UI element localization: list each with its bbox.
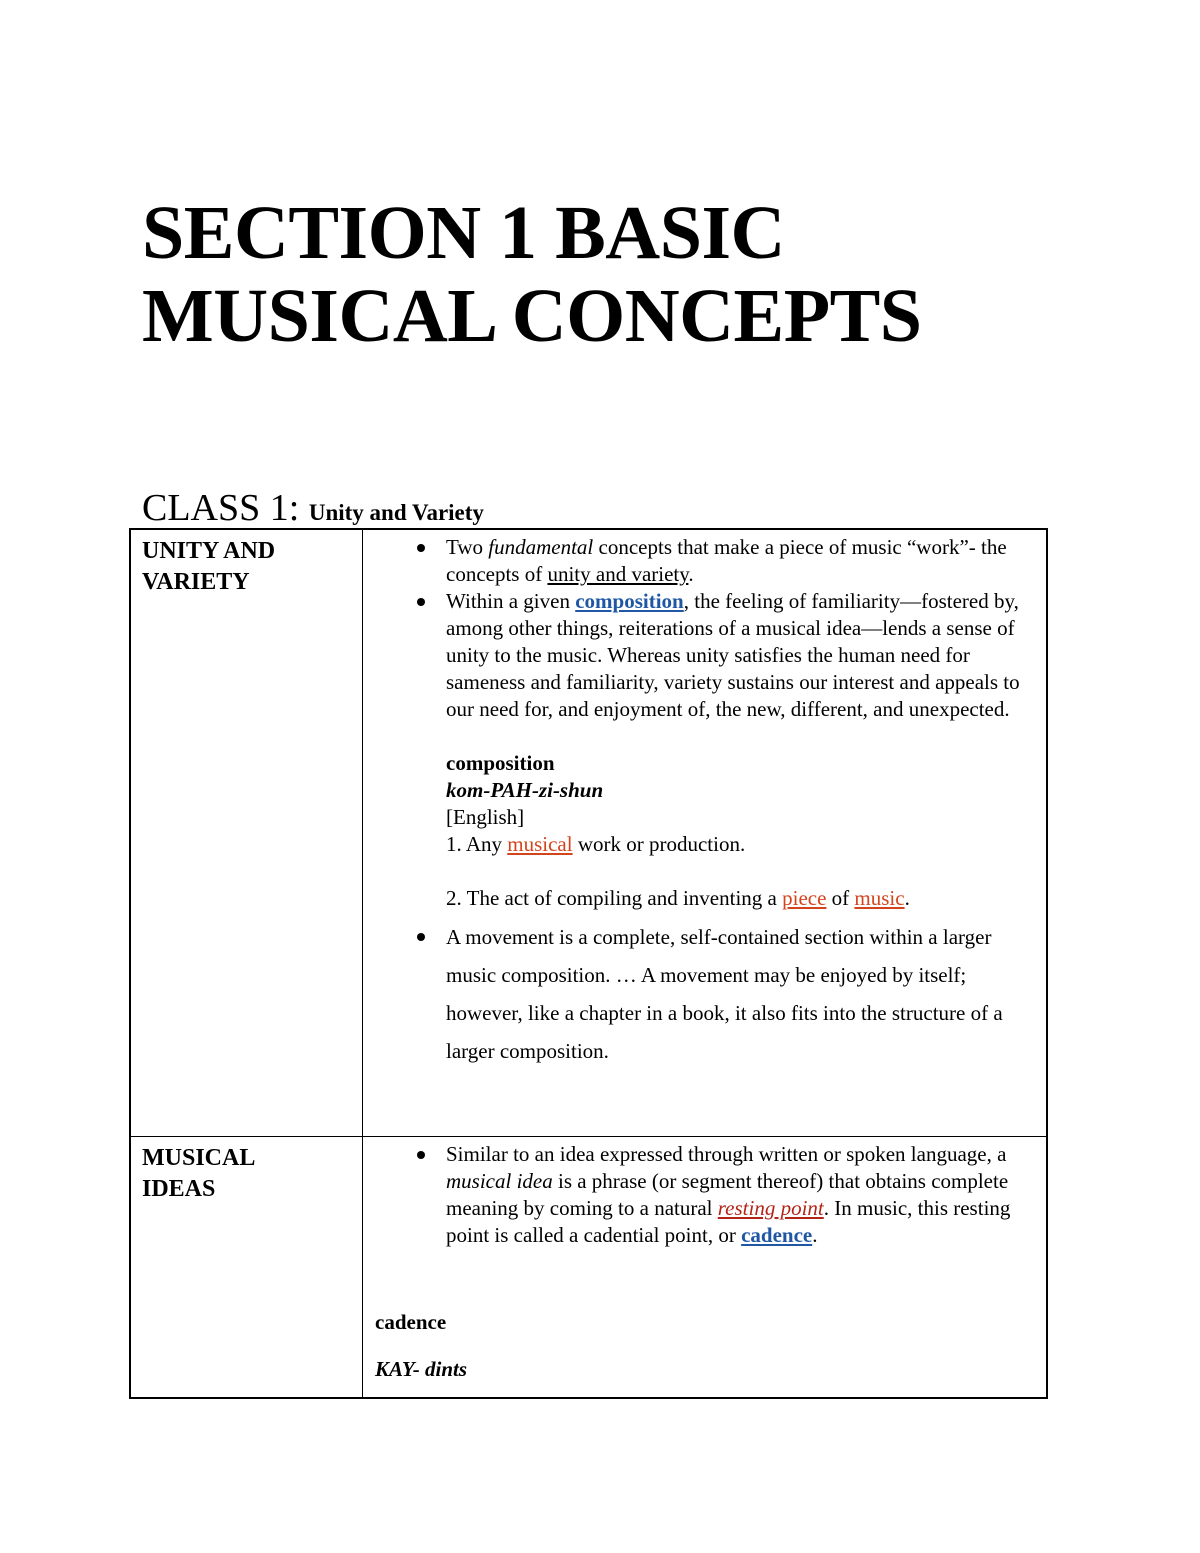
dict-pronunciation: kom-PAH-zi-shun (446, 778, 604, 802)
bullet-list (373, 534, 1036, 723)
text: . (904, 886, 910, 910)
bullet-list (373, 918, 1036, 1070)
title-line-1: SECTION 1 BASIC (142, 191, 785, 275)
text: . (812, 1222, 818, 1247)
dict-word: cadence (375, 1309, 447, 1334)
term-line: UNITY AND (142, 538, 276, 564)
text: 1. Any (446, 832, 508, 856)
table-row-musical-ideas (130, 1136, 1047, 1398)
title-line-2: MUSICAL CONCEPTS (142, 274, 922, 358)
bullet-item (446, 1141, 1036, 1249)
text: Within a given (446, 589, 576, 613)
bullet-item (446, 534, 1036, 588)
dictionary-entry (373, 750, 1036, 912)
class-subtitle: Unity and Variety (308, 500, 484, 525)
musical-link[interactable]: musical (507, 832, 573, 856)
text: concepts that make a piece of music “work”- the concepts of (446, 535, 1007, 586)
composition-link[interactable]: composition (575, 589, 684, 613)
emphasis-text: musical idea (446, 1168, 553, 1193)
dict-pronunciation: KAY- dints (375, 1356, 468, 1381)
emphasis-text: fundamental (488, 535, 594, 559)
bullet-list (373, 1141, 1036, 1249)
text: Similar to an idea expressed through written or spoken language, a (446, 1141, 1007, 1166)
dict-language: [English] (446, 805, 525, 829)
music-link[interactable]: music (854, 886, 905, 910)
text: is a phrase (or segment thereof) that obtains complete meaning by coming to a natural (446, 1168, 1009, 1220)
dict-definition-1 (446, 831, 1036, 858)
term-cell (130, 1136, 363, 1398)
underlined-text: unity and variety (547, 562, 689, 586)
bullet-item (446, 588, 1036, 723)
dict-definition-2 (446, 885, 1036, 912)
term-line: VARIETY (142, 569, 250, 595)
dictionary-entry (373, 1309, 1036, 1383)
bullet-item: A movement is a complete, self-contained section within a larger music composition. … A movement may be enjoyed by itself; however, like a chapter in a book, it also fits into the structure of a larger composition. (446, 918, 1036, 1070)
content-cell (363, 1136, 1048, 1398)
text: . (688, 562, 694, 586)
term-line: MUSICAL (142, 1144, 256, 1171)
text: 2. The act of compiling and inventing a (446, 886, 783, 910)
concepts-table (129, 528, 1048, 1399)
class-label: CLASS 1: (142, 487, 300, 529)
table-row-unity-variety (130, 529, 1047, 1136)
text: of (826, 886, 855, 910)
cadence-link[interactable]: cadence (741, 1222, 813, 1247)
text: . In music, this resting point is called a cadential point, or (446, 1195, 1011, 1247)
term-line: IDEAS (142, 1175, 216, 1202)
dict-word: composition (446, 751, 555, 775)
resting-point-link[interactable]: resting point (717, 1195, 824, 1220)
term-cell (130, 529, 363, 1136)
page-title (142, 192, 1142, 358)
text: Two (446, 535, 489, 559)
content-cell (363, 529, 1048, 1136)
text: work or production. (572, 832, 746, 856)
piece-link[interactable]: piece (782, 886, 827, 910)
text: , the feeling of familiarity—fostered by, among other things, reiterations of a musical idea—lends a sense of unity to the music. Whereas unity satisfies the human need for sameness and familiarity, variety sustains our interest and appeals to our need for, and enjoyment of, the new, different, and unexpected. (446, 589, 1020, 721)
